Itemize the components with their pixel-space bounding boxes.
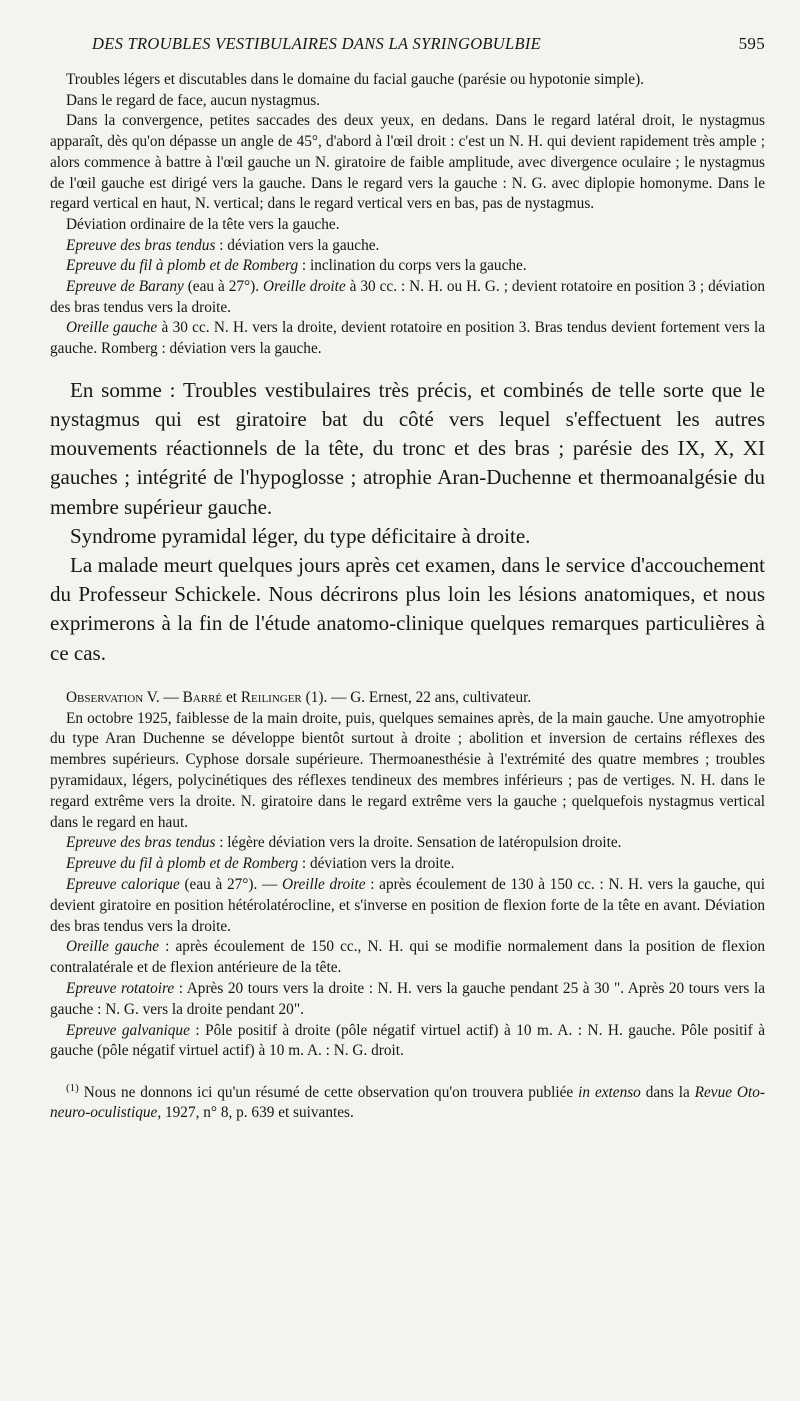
paragraph: Epreuve des bras tendus : déviation vers la gauche. [66, 236, 380, 254]
paragraph: La malade meurt quelques jours après cet examen, dans le service d'accouchement du Professeur Schickele. Nous décrirons plus loin les lésions anatomiques, et nous exprimerons à la fin de l'étude anatomo-clinique quelques remarques particulières à ce cas. [50, 553, 765, 665]
paragraph: Epreuve calorique (eau à 27°). — Oreille droite : après écoulement de 130 à 150 cc. : N. H. vers la gauche, qui devient giratoire en position hétérolatérocline, et s'inverse en position de flexion forte de la tête en avant. Déviation des bras tendus vers la droite. [50, 876, 765, 935]
paragraph: Epreuve de Barany (eau à 27°). Oreille droite à 30 cc. : N. H. ou H. G. ; devient rotatoire en position 3 ; déviation des bras tendus vers la droite. [50, 278, 765, 316]
footnote-mark: (1) [66, 1082, 79, 1095]
paragraph: Epreuve du fil à plomb et de Romberg : inclination du corps vers la gauche. [66, 257, 527, 275]
running-title: DES TROUBLES VESTIBULAIRES DANS LA SYRINGOBULBIE [92, 34, 542, 53]
observation-v [50, 688, 765, 1062]
book-page [50, 30, 765, 1390]
page-number: 595 [738, 34, 765, 53]
summary-section [50, 376, 765, 668]
observation-heading: Observation V. — Barré et Reilinger (1). — G. Ernest, 22 ans, cultivateur. [66, 688, 532, 706]
paragraph: Dans le regard de face, aucun nystagmus. [66, 91, 320, 109]
running-head [92, 34, 765, 54]
paragraph: En somme : Troubles vestibulaires très précis, et combinés de telle sorte que le nystagmus qui est giratoire bat du côté vers lequel s'effectuent les autres mouvements réactionnels de la tête, du tronc et des bras ; parésie des IX, X, XI gauches ; intégrité de l'hypoglosse ; atrophie Aran-Duchenne et thermoanalgésie du membre supérieur gauche. [50, 377, 765, 519]
paragraph: Troubles légers et discutables dans le domaine du facial gauche (parésie ou hypotonie simple). [66, 71, 645, 88]
clinical-findings [50, 70, 765, 360]
paragraph: Oreille gauche à 30 cc. N. H. vers la droite, devient rotatoire en position 3. Bras tendus devient fortement vers la gauche. Romberg : déviation vers la gauche. [50, 319, 765, 358]
paragraph: Dans la convergence, petites saccades des deux yeux, en dedans. Dans le regard latéral droit, le nystagmus apparaît, dès qu'on dépasse un angle de 45°, d'abord à l'œil droit : c'est un N. H. qui devient rapidement très ample ; alors commence à battre à l'œil gauche un N. giratoire de faible amplitude, avec divergence oculaire ; le nystagmus de l'œil gauche est dirigé vers la gauche. Dans le regard vers la gauche : N. G. avec diplopie homonyme. Dans le regard vertical en haut, N. vertical; dans le regard vertical vers en bas, pas de nystagmus. [50, 112, 765, 213]
footnote-text: $^{(1)}$ Nous ne donnons ici qu'un résumé de cette observation qu'on trouvera publiée in extenso dans la Revue Oto-neuro-oculistique, 1927, n° 8, p. 639 et suivantes. [50, 1082, 765, 1122]
footnote [50, 1078, 765, 1123]
paragraph: Déviation ordinaire de la tête vers la gauche. [66, 215, 340, 233]
paragraph: Syndrome pyramidal léger, du type déficitaire à droite. [70, 523, 531, 548]
paragraph: Epreuve du fil à plomb et de Romberg : déviation vers la droite. [66, 855, 455, 873]
paragraph: Epreuve des bras tendus : légère déviation vers la droite. Sensation de latéropulsion droite. [66, 834, 622, 852]
paragraph: Oreille gauche : après écoulement de 150 cc., N. H. qui se modifie normalement dans la position de flexion contralatérale et de flexion antérieure de la tête. [50, 938, 765, 977]
paragraph: Epreuve galvanique : Pôle positif à droite (pôle négatif virtuel actif) à 10 m. A. : N. H. gauche. Pôle positif à gauche (pôle négatif virtuel actif) à 10 m. A. : N. G. droit. [50, 1021, 765, 1060]
paragraph: Epreuve rotatoire : Après 20 tours vers la droite : N. H. vers la gauche pendant 25 à 30 ". Après 20 tours vers la gauche : N. G. vers la droite pendant 20". [50, 980, 765, 1018]
paragraph: En octobre 1925, faiblesse de la main droite, puis, quelques semaines après, de la main gauche. Une amyotrophie du type Aran Duchenne se développe bientôt surtout à droite ; abolition et inversion de certains réflexes des membres supérieurs. Cyphose dorsale supérieure. Thermoanesthésie à l'extrémité des quatre membres ; troubles pyramidaux, légers, polycinétiques des réflexes tendineux des membres inférieurs ; pas de vertiges. N. H. dans le regard extrême vers la droite. N. giratoire dans le regard extrême vers la gauche ; quelquefois nystagmus vertical dans le regard en haut. [50, 709, 765, 831]
